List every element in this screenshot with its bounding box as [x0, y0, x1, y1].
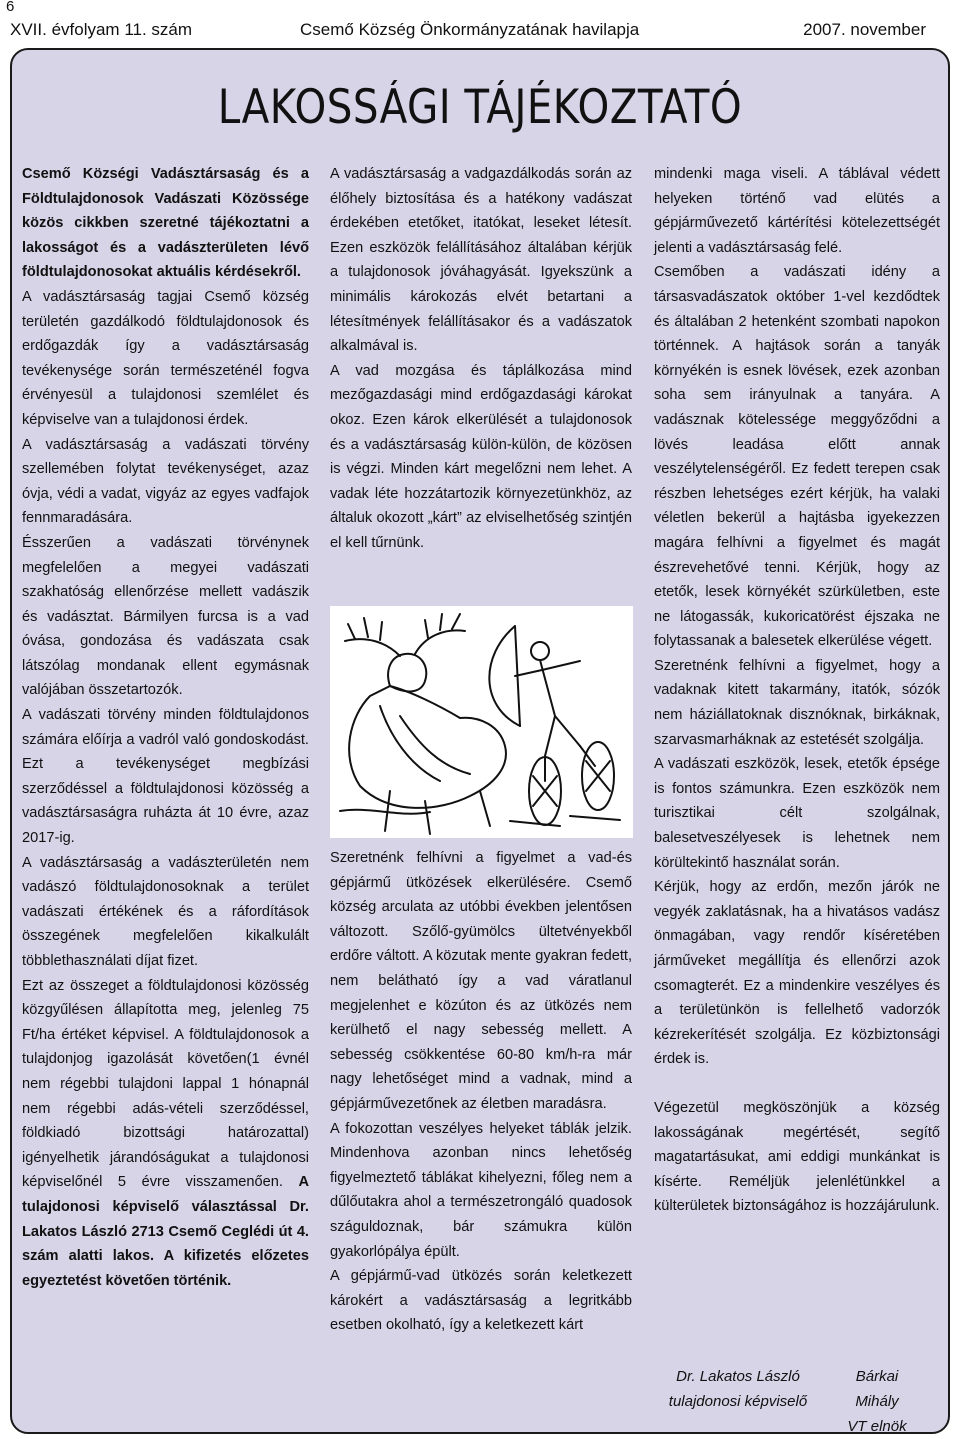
column-3 [654, 162, 940, 1219]
paragraph: A vad mozgása és táplálkozása mind mezőgazdasági mind erdőgazdasági károkat okoz. Ezen károk elkerülését a tulajdonosok és a vadásztársaság külön-külön, de közösen is végzi. Minden kárt megelőzni nem lehet. A vadak léte hozzátartozik környezetünkhöz, az általuk okozott „kárt” az elviselhetőség szintjén el kell tűrnünk. [330, 362, 632, 551]
moose-hunter-drawing [330, 606, 633, 838]
closing-paragraph: Végezetül megköszönjük a község lakosságának megértését, segítő magatartásukat, ami eddigi munkánkat is kísérte. Reméljük jelenlétünkkel a külterületek biztonságához is hozzájárulunk. [654, 1099, 940, 1215]
issue-date: 2007. november [803, 20, 926, 39]
paragraph: A vadásztársaság a vadászati törvény szellemében folytat tevékenységet, azaz óvja, védi a vadat, vigyáz az egyes vadfajok fennmaradására. [22, 436, 309, 527]
spacer [654, 1072, 940, 1096]
signature-role: tulajdonosi képviselő [668, 1393, 808, 1410]
signature-president [832, 1364, 922, 1439]
signature-name: Bárkai Mihály [855, 1368, 899, 1410]
paragraph: Csemőben a vadászati idény a társasvadászatok október 1-vel kezdődtek és általában 2 hetenként szombati napokon történnek. A hajtások során a tanyák környékén is esnek lövések, ezek azonban soha sem irányulnak a tanyára. A vadásznak kötelessége meggyőződni a lövés leadása előtt annak veszélytelenségéről. Ez fedett terepen csak részben lehetséges ezért kérjük, ha valaki véletlen bekerül a hajtásba igyekezzen magára felhívni a figyelmet és magát észrevehetővé tenni. Kérjük, hogy az etetők, lesek környékét szürkületben, este ne látogassák, kukoricatörést éjszaka ne folytassanak a balesetek elkerülése végett. [654, 264, 940, 650]
paragraph: mindenki maga viseli. A táblával védett helyeken történő vad elütés a gépjárművezető kártérítési kötelezettségét jelenti a vadásztársaság felé. [654, 166, 940, 256]
signature-role: VT elnök [847, 1418, 907, 1435]
article-title: LAKOSSÁGI TÁJÉKOZTATÓ [217, 80, 743, 135]
column-1 [22, 162, 309, 1293]
signature-representative [658, 1364, 818, 1414]
hunting-illustration [330, 606, 633, 838]
paragraph: A vadásztársaság a vadgazdálkodás során az élőhely biztosítása és a hatékony vadászat érdekében etetőket, itatókat, leseket létesít. Ezen eszközök felállításához általában kérjük a tulajdonosok jóváhagyását. Igyekszünk a minimális károkozás elvét betartani a létesítmények felállításakor és a vadászatok alkalmával is. [330, 166, 632, 355]
signature-name: Dr. Lakatos László [676, 1368, 800, 1385]
representative-info: A tulajdonosi képviselő választással Dr. Lakatos László 2713 Csemő Ceglédi út 4. szám alatti lakos. A kifizetés előzetes egyeztetést követően történik. [22, 1174, 309, 1289]
paragraph: A vadászati eszközök, lesek, etetők épsége is fontos számunkra. Ezen eszközök nem turisztikai célt szolgálnak, balesetveszélyesek is lehetnek nem körültekintő használat során. [654, 756, 940, 871]
paragraph [22, 974, 309, 1294]
paragraph: A vadászati törvény minden földtulajdonos számára előírja a vadról való gondoskodást. Ezt a tevékenységet megbízási szerződéssel a földtulajdonosi közösség a vadásztársaságra ruházta át 10 évre, azaz 2017-ig. [22, 707, 309, 847]
paragraph: Kérjük, hogy az erdőn, mezőn járók ne vegyék zaklatásnak, ha a hivatásos vadász önmagában, vagy rendőr kíséretében járműveket megállítja és ellenőrzi azok csomagterét. Ez a mindenkire veszélyes és a területünkön is fellelhető vadorzók kézrekerítését szolgálja. Ez közbiztonsági érdek is. [654, 879, 940, 1068]
paragraph-text: Ezt az összeget a földtulajdonosi közösség közgyűlésen állapította meg, jelenleg 75 Ft/ha értéket képvisel. A földtulajdonosok a tulajdonjog igazolását követően(1 évnél nem régebbi tulajdoni lappal 1 hónapnál nem régebbi adás-vételi szerződéssel, földkiadó bizottsági határozattal) igényelhetik járandóságukat a tulajdonosi képviselőnél 5 évre visszamenően. [22, 977, 309, 1191]
intro-paragraph: Csemő Községi Vadásztársaság és a Földtulajdonosok Vadászati Közössége közös cikkben szeretné tájékoztatni a lakosságot és a vadászterületen lévő földtulajdonosokat aktuális kérdésekről. [22, 166, 309, 281]
paragraph: Szeretnénk felhívni a figyelmet a vad-és gépjármű ütközések elkerülésére. Csemő község arculata az utóbbi években jelentősen változott. Szőlő-gyümölcs ültetvényekből erdőre váltott. A közutak mente gyakran fedett, nem belátható így a vad váratlanul megjelenhet e közúton és az ütközés nem kerülhető el nagy sebesség mellett. A sebesség csökkentése 60-80 km/h-ra már nagy lehetőséget mind a vadnak, mind a gépjárművezetőnek az életben maradásra. [330, 850, 632, 1112]
paragraph: A gépjármű-vad ütközés során keletkezett károkért a vadásztársaság a legritkább esetben okolható, így a keletkezett kárt [330, 1268, 632, 1334]
page-number: 6 [6, 0, 15, 15]
paragraph: A vadásztársaság tagjai Csemő község területén gazdálkodó földtulajdonosok és erdőgazdák így a vadásztársaság tevékenysége során természeténél fogva érvényesül a tulajdonosi szemlélet és képviselve van a tulajdonosi érdek. [22, 288, 309, 428]
column-2 [330, 162, 632, 556]
paragraph: A vadásztársaság a vadászterületén nem vadászó földtulajdonosoknak a terület vadászati értékének és a ráfordítások összegének megfelelően kikalkulált többlethasználati díjat fizet. [22, 854, 309, 969]
paragraph: A fokozottan veszélyes helyeket táblák jelzik. Mindenhova azonban nincs lehetőség figyelmeztető táblákat kihelyezni, főleg nem a dűlőutakra ahol a természetrongáló quadosok száguldoznak, bár számukra külön gyakorlópálya épült. [330, 1120, 632, 1260]
column-2-lower [330, 846, 632, 1338]
publication-name: Csemő Község Önkormányzatának havilapja [300, 20, 640, 39]
paragraph: Szeretnénk felhívni a figyelmet, hogy a vadaknak kitett takarmány, itatók, sózók nem háziállatoknak disznóknak, birkáknak, szarvasmarháknak az estetését szolgálja. [654, 657, 940, 748]
issue-info: XVII. évfolyam 11. szám [10, 20, 193, 39]
paragraph: Ésszerűen a vadászati törvénynek megfelelően a megyei vadászati szakhatóság ellenőrzése mellett vadászik és vadásztat. Bármilyen furcsa is a vad óvása, gondozása és vadászata csak látszólag mondanak ellent egymásnak valójában összetartozók. [22, 534, 309, 699]
